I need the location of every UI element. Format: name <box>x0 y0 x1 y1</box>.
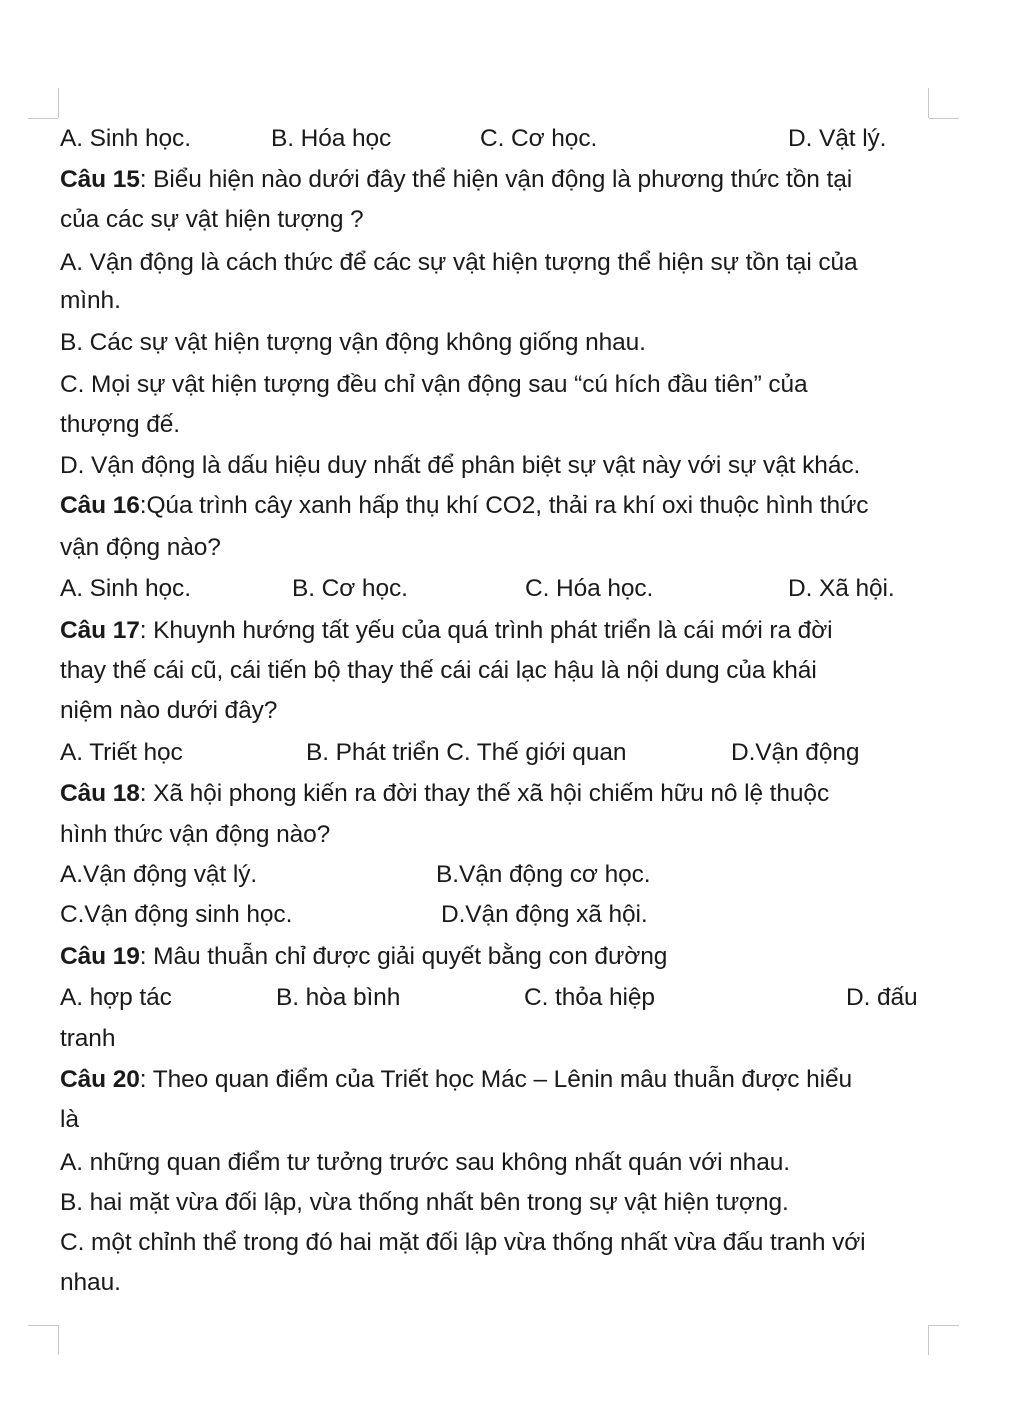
question-15-line-1: Câu 15: Biểu hiện nào dưới đây thể hiện vận động là phương thức tồn tại <box>60 166 853 193</box>
question-18-line-2: hình thức vận động nào? <box>60 821 331 848</box>
question-17-line-3: niệm nào dưới đây? <box>60 697 278 724</box>
question-20-answer-c-cont: nhau. <box>60 1269 121 1296</box>
option-a: A. Sinh học. <box>60 125 191 152</box>
question-15-answer-d: D. Vận động là dấu hiệu duy nhất để phân biệt sự vật này với sự vật khác. <box>60 452 861 479</box>
question-15-answer-a-cont: mình. <box>60 287 121 314</box>
question-17-option-d: D.Vận động <box>731 739 860 766</box>
question-20-label: Câu 20 <box>60 1066 140 1093</box>
question-18-option-c: C.Vận động sinh học. <box>60 901 293 928</box>
question-17-line-1: Câu 17: Khuynh hướng tất yếu của quá trình phát triển là cái mới ra đời <box>60 617 833 644</box>
question-16-option-b: B. Cơ học. <box>292 575 408 602</box>
question-16-line-1: Câu 16:Qúa trình cây xanh hấp thụ khí CO2, thải ra khí oxi thuộc hình thức <box>60 492 869 519</box>
question-18-option-a: A.Vận động vật lý. <box>60 861 258 888</box>
question-15-answer-a: A. Vận động là cách thức để các sự vật hiện tượng thể hiện sự tồn tại của <box>60 249 858 276</box>
question-19-option-b: B. hòa bình <box>276 984 401 1011</box>
question-18-option-d: D.Vận động xã hội. <box>441 901 648 928</box>
question-19-option-a: A. hợp tác <box>60 984 172 1011</box>
crop-mark-top-left <box>58 88 59 118</box>
question-15-answer-b: B. Các sự vật hiện tượng vận động không giống nhau. <box>60 329 646 356</box>
question-19-option-d-cont: tranh <box>60 1025 116 1052</box>
question-18-option-b: B.Vận động cơ học. <box>436 861 651 888</box>
question-20-answer-a: A. những quan điểm tư tưởng trước sau không nhất quán với nhau. <box>60 1149 790 1176</box>
question-19-label: Câu 19 <box>60 943 140 970</box>
question-20-answer-b: B. hai mặt vừa đối lập, vừa thống nhất bên trong sự vật hiện tượng. <box>60 1189 789 1216</box>
option-b: B. Hóa học <box>271 125 392 152</box>
question-15-label: Câu 15 <box>60 166 140 193</box>
question-20-line-1: Câu 20: Theo quan điểm của Triết học Mác – Lênin mâu thuẫn được hiểu <box>60 1066 852 1093</box>
question-16-option-a: A. Sinh học. <box>60 575 191 602</box>
question-16-option-d: D. Xã hội. <box>788 575 895 602</box>
crop-mark-bottom-right <box>928 1325 929 1355</box>
crop-mark-top-right-h <box>929 118 959 119</box>
crop-mark-bottom-left <box>58 1325 59 1355</box>
question-18-label: Câu 18 <box>60 780 140 807</box>
question-19-line-1: Câu 19: Mâu thuẫn chỉ được giải quyết bằng con đường <box>60 943 668 970</box>
option-c: C. Cơ học. <box>480 125 598 152</box>
crop-mark-top-left-h <box>28 118 58 119</box>
question-16-line-2: vận động nào? <box>60 534 221 561</box>
crop-mark-bottom-left-h <box>28 1325 58 1326</box>
option-d: D. Vật lý. <box>788 125 887 152</box>
question-20-answer-c: C. một chỉnh thể trong đó hai mặt đối lập vừa thống nhất vừa đấu tranh với <box>60 1229 866 1256</box>
question-15-answer-c-cont: thượng đế. <box>60 411 181 438</box>
question-17-option-a: A. Triết học <box>60 739 183 766</box>
question-17-option-bc: B. Phát triển C. Thế giới quan <box>306 739 627 766</box>
question-19-option-d: D. đấu <box>846 984 918 1011</box>
question-17-line-2: thay thế cái cũ, cái tiến bộ thay thế cái cái lạc hậu là nội dung của khái <box>60 657 817 684</box>
question-16-label: Câu 16 <box>60 492 140 519</box>
question-15-answer-c: C. Mọi sự vật hiện tượng đều chỉ vận động sau “cú hích đầu tiên” của <box>60 371 808 398</box>
question-15-line-2: của các sự vật hiện tượng ? <box>60 206 364 233</box>
question-16-option-c: C. Hóa học. <box>525 575 654 602</box>
question-18-line-1: Câu 18: Xã hội phong kiến ra đời thay thế xã hội chiếm hữu nô lệ thuộc <box>60 780 830 807</box>
crop-mark-bottom-right-h <box>929 1325 959 1326</box>
crop-mark-top-right <box>928 88 929 118</box>
question-19-option-c: C. thỏa hiệp <box>524 984 655 1011</box>
question-17-label: Câu 17 <box>60 617 140 644</box>
question-20-line-2: là <box>60 1106 79 1133</box>
